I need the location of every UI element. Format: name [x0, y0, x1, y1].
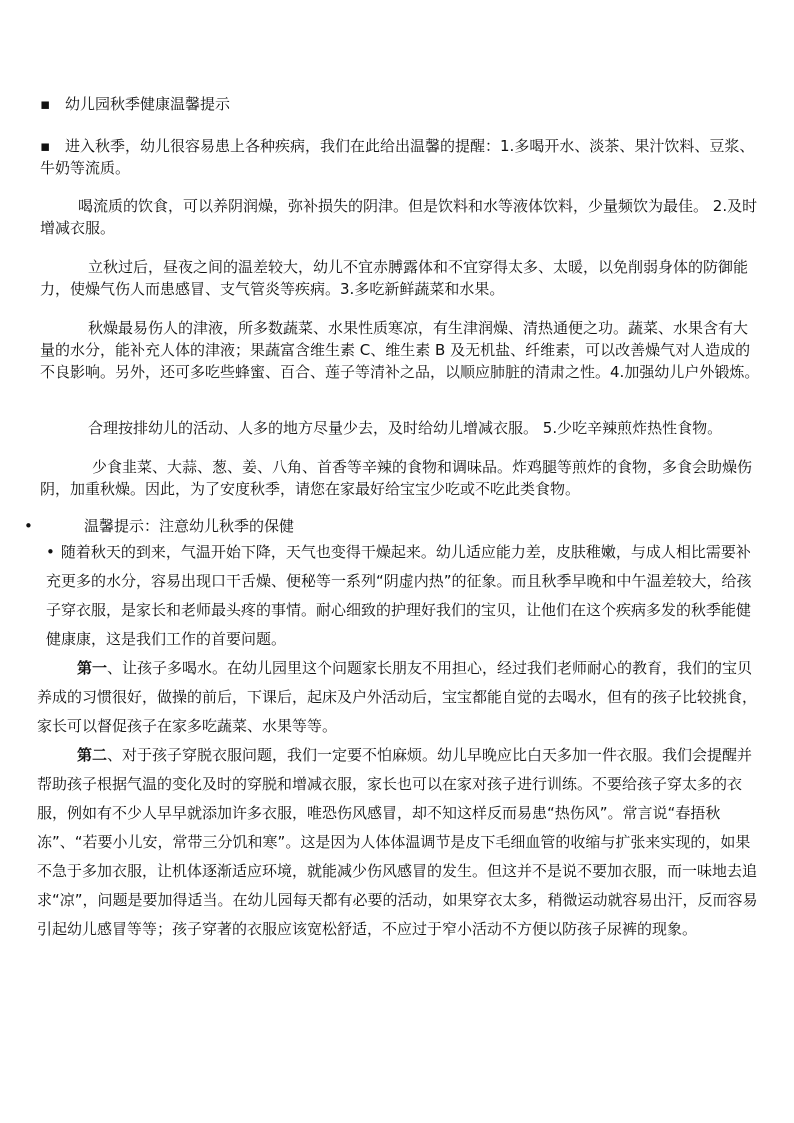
- document-title: 幼儿园秋季健康温馨提示: [65, 95, 231, 113]
- tips-intro-text: 随着秋天的到来，气温开始下降，天气也变得干燥起来。幼儿适应能力差，皮肤稚嫩，与成人相比需要补充更多的水分，容易出现口干舌燥、便秘等一系列“阴虚内热”的征象。而且秋季早晚和中午温差较大，给孩子穿衣服，是家长和老师最头疼的事情。耐心细致的护理好我们的宝贝，让他们在这个疾病多发的秋季能健健康康，这是我们工作的首要问题。: [46, 543, 752, 648]
- second-point-lead: 第二: [77, 746, 108, 764]
- liquid-paragraph: 喝流质的饮食，可以养阴润燥，弥补损失的阴津。但是饮料和水等液体饮料，少量频饮为最佳。 2.及时增减衣服。: [40, 197, 758, 237]
- intro-text: 进入秋季，幼儿很容易患上各种疾病，我们在此给出温馨的提醒：1.多喝开水、淡茶、果汁饮料、豆浆、牛奶等流质。: [40, 137, 755, 177]
- outdoor-paragraph: 合理按排幼儿的活动、人多的地方尽量少去，及时给幼儿增减衣服。 5.少吃辛辣煎炸热性食物。: [88, 419, 723, 437]
- clothes-paragraph: 立秋过后，昼夜之间的温差较大，幼儿不宜赤膊露体和不宜穿得太多、太暖，以免削弱身体的防御能力，使燥气伤人而患感冒、支气管炎等疾病。3.多吃新鲜蔬菜和水果。: [40, 258, 749, 298]
- bullet-icon: ▪: [40, 137, 51, 155]
- bullet-icon: •: [46, 543, 55, 561]
- second-point-text: 、对于孩子穿脱衣服问题，我们一定要不怕麻烦。幼儿早晚应比白天多加一件衣服。我们会提醒并帮助孩子根据气温的变化及时的穿脱和增减衣服，家长也可以在家对孩子进行训练。不要给孩子穿太多的衣服，例如有不少人早早就添加许多衣服，唯恐伤风感冒，却不知这样反而易患“热伤风”。常言说“春捂秋冻”、“若要小儿安，常带三分饥和寒”。这是因为人体体温调节是皮下毛细血管的收缩与扩张来实现的，如果不急于多加衣服，让机体逐渐适应环境，就能减少伤风感冒的发生。但这并不是说不要加衣服，而一味地去追求“凉”，问题是要加得适当。在幼儿园每天都有必要的活动，如果穿衣太多，稍微运动就容易出汗，反而容易引起幼儿感冒等等；孩子穿著的衣服应该宽松舒适，不应过于窄小活动不方便以防孩子尿裤的现象。: [37, 746, 758, 938]
- first-point-lead: 第一: [77, 659, 108, 677]
- spicy-food-paragraph: 少食韭菜、大蒜、葱、姜、八角、首香等辛辣的食物和调味品。炸鸡腿等煎炸的食物，多食会助燥伤阴，加重秋燥。因此，为了安度秋季，请您在家最好给宝宝少吃或不吃此类食物。: [40, 458, 753, 498]
- tips-intro-paragraph: [46, 538, 758, 654]
- bullet-icon: •: [24, 517, 33, 535]
- tips-heading: [24, 515, 764, 537]
- second-point-paragraph: [37, 741, 759, 944]
- bullet-icon: ▪: [40, 95, 51, 113]
- vegetables-paragraph: 秋燥最易伤人的津液，所多数蔬菜、水果性质寒凉，有生津润燥、清热通便之功。蔬菜、水果含有大量的水分，能补充人体的津液；果蔬富含维生素 C、维生素 B 及无机盐、纤维素，可以改善燥气对人造成的不良影响。另外，还可多吃些蜂蜜、百合、莲子等清补之品，以顺应肺脏的清肃之性。4.加强幼儿户外锻炼。: [40, 319, 760, 381]
- first-point-paragraph: [37, 654, 759, 741]
- first-point-text: 、让孩子多喝水。在幼儿园里这个问题家长朋友不用担心，经过我们老师耐心的教育，我们的宝贝养成的习惯很好，做操的前后，下课后，起床及户外活动后，宝宝都能自觉的去喝水，但有的孩子比较挑食，家长可以督促孩子在家多吃蔬菜、水果等等。: [37, 659, 758, 735]
- title-line: [40, 93, 760, 115]
- tips-title: 温馨提示：注意幼儿秋季的保健: [84, 517, 295, 535]
- intro-paragraph: [40, 135, 760, 179]
